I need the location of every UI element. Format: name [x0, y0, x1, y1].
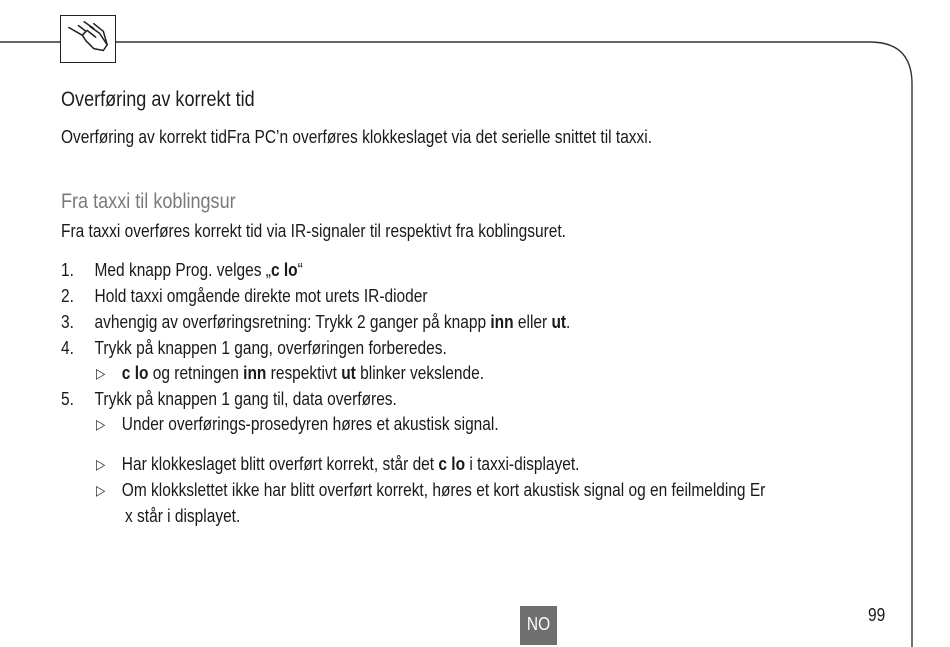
- list-item: 5. Trykk på knappen 1 gang til, data overføres.: [61, 389, 397, 409]
- list-subitem: ▷ Om klokkslettet ikke har blitt overført korrekt, høres et kort akustisk signal og en feilmelding Er: [96, 480, 766, 500]
- page-number: 99: [868, 605, 886, 625]
- subsection-text: Fra taxxi overføres korrekt tid via IR-signaler til respektivt fra koblingsuret.: [61, 221, 566, 241]
- list-item: 3. avhengig av overføringsretning: Trykk 2 ganger på knapp inn eller ut.: [61, 312, 571, 332]
- triangle-arrow-icon: ▷: [96, 456, 106, 472]
- list-subitem: ▷ c lo og retningen inn respektivt ut blinker vekslende.: [96, 363, 485, 383]
- triangle-arrow-icon: ▷: [96, 482, 106, 498]
- list-item: 1. Med knapp Prog. velges „c lo“: [61, 260, 303, 280]
- list-subitem: ▷ Under overførings-prosedyren høres et akustisk signal.: [96, 414, 499, 434]
- language-badge: NO: [520, 606, 557, 645]
- triangle-arrow-icon: ▷: [96, 416, 106, 432]
- list-subitem-continuation: x står i displayet.: [125, 506, 241, 526]
- list-subitem: ▷ Har klokkeslaget blitt overført korrekt, står det c lo i taxxi-displayet.: [96, 454, 580, 474]
- hand-touch-icon: [60, 15, 116, 63]
- list-item: 4. Trykk på knappen 1 gang, overføringen forberedes.: [61, 338, 447, 358]
- list-item: 2. Hold taxxi omgående direkte mot urets IR-dioder: [61, 286, 428, 306]
- subsection-title: Fra taxxi til koblingsur: [61, 190, 236, 213]
- section-title: Overføring av korrekt tid: [61, 88, 255, 111]
- triangle-arrow-icon: ▷: [96, 365, 106, 381]
- section-intro-text: Overføring av korrekt tidFra PC’n overføres klokkeslaget via det serielle snittet til taxxi.: [61, 127, 653, 147]
